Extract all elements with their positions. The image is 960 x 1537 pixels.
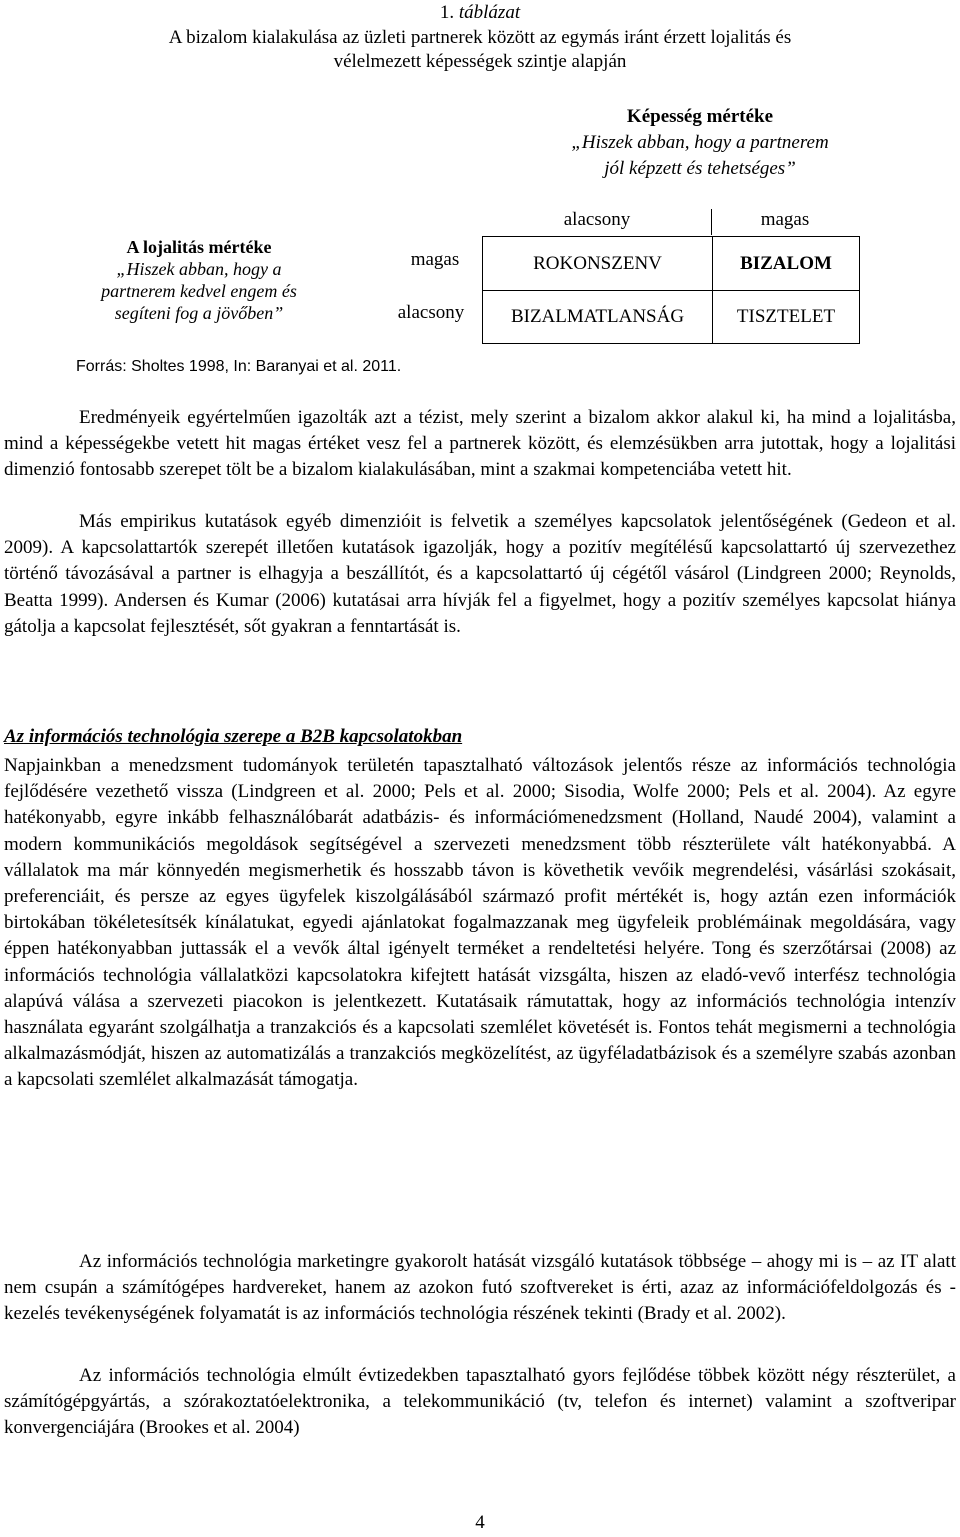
table-caption bbox=[0, 0, 960, 74]
matrix-row-high bbox=[483, 237, 859, 291]
matrix-cell-high-low: ROKONSZENV bbox=[483, 237, 713, 290]
trust-matrix bbox=[482, 236, 860, 344]
paragraph-5: Az információs technológia elmúlt évtizedekben tapasztalható gyors fejlődése többek között négy részterület, a számítógépgyártás, a szórakoztatóelektronika, a telekommunikáció (tv, telefon és internet) valamint a szoftveripar konvergenciájára (Brookes et al. 2004) bbox=[4, 1365, 956, 1439]
table-number: 1. táblázat bbox=[439, 2, 521, 23]
loyalty-sub-line1: „Hiszek abban, hogy a bbox=[116, 259, 282, 279]
ability-sub-line2: jól képzett és tehetséges” bbox=[604, 158, 796, 179]
ability-header bbox=[460, 104, 940, 182]
column-label-high: magas bbox=[760, 209, 810, 230]
matrix-cell-low-low: BIZALMATLANSÁG bbox=[483, 290, 713, 343]
table-label: táblázat bbox=[458, 2, 521, 23]
matrix-cell-low-high: TISZTELET bbox=[736, 306, 836, 327]
loyalty-sub-line2: partnerem kedvel engem és bbox=[101, 281, 297, 301]
row-label-low: alacsony bbox=[397, 302, 465, 323]
table-title-line2: vélelmezett képességek szintje alapján bbox=[333, 51, 627, 72]
matrix-row-low bbox=[483, 290, 859, 343]
ability-heading: Képesség mértéke bbox=[626, 106, 774, 127]
ability-sub-line1: „Hiszek abban, hogy a partnerem bbox=[571, 132, 829, 153]
column-label-low: alacsony bbox=[563, 209, 631, 230]
page-number: 4 bbox=[475, 1512, 485, 1533]
matrix-cell-high-high: BIZALOM bbox=[740, 253, 832, 274]
loyalty-header bbox=[30, 236, 368, 324]
loyalty-sub-line3: segíteni fog a jövőben” bbox=[114, 303, 284, 323]
paragraph-4: Az információs technológia marketingre gyakorolt hatását vizsgáló kutatások többsége – ahogy mi is – az IT alatt nem csupán a számítógépes hardvereket, hanem az azokon futó szoftvereket is érti, azaz az információfeldolgozás és -kezelés tevékenységének folyamatát is az információs technológia részének tekinti (Brady et al. 2002). bbox=[4, 1251, 956, 1325]
paragraph-1: Eredményeik egyértelműen igazolták azt a tézist, mely szerint a bizalom akkor alakul ki, ha mind a lojalitásba, mind a képességekbe vetett hit magas értéket vesz fel a partnerek között, és elemzésükben arra jutottak, hogy a lojalitási dimenzió fontosabb szerepet tölt be a bizalom kialakulásában, mint a szakmai kompetenciába vetett hit. bbox=[4, 407, 956, 481]
table-source: Forrás: Sholtes 1998, In: Baranyai et al. 2011. bbox=[76, 358, 402, 375]
table-title-line1: A bizalom kialakulása az üzleti partnerek között az egymás iránt érzett lojalitás és bbox=[168, 27, 792, 48]
paragraph-3: Napjainkban a menedzsment tudományok területén tapasztalható változások jelentős része az információs technológia fejlődésére vezethető vissza (Lindgreen et al. 2000; Pels et al. 2000; Sisodia, Wolfe 2000; Pels et al. 2004). Az egyre hatékonyabb, egyre inkább felhasználóbarát adatbázis- és információmenedzsment (Holland, Naudé 2004), valamint a modern kommunikációs megoldások segítségével a szervezeti menedzsment több részterülete vált hatékonyabbá. A vállalatok ma már könnyedén megismerhetik és hosszabb távon is követhetik vevőik megrendelési, vásárlási szokásait, preferenciáit, és persze az egyes ügyfelek kiszolgálásából származó profit mértékét is, hogy aztán ezen információk birtokában tökéletesítsék kínálatukat, egyedi ajánlatokat fogalmazzanak meg ügyfeleik problémáinak megoldására, vagy éppen hatékonyabban juttassák el a vevők által igényelt terméket a rendeltetési helyére. Tong és szerzőtársai (2008) az információs technológia vállalatközi kapcsolatokra kifejtett hatását vizsgálta, hiszen az eladó-vevő interfész technológia alapúvá válása a szervezeti piacokon is jelentkezett. Kutatásaik rámutattak, hogy az információs technológia intenzív használata egyaránt szolgálhatja a tranzakciós és a kapcsolati szemlélet követését is. Fontos tehát megismerni a technológia alkalmazásmódját, hiszen az automatizálás a tranzakciós megközelítést, az ügyféladatbázisok és a személyre szabás azonban a kapcsolati szemlélet alkalmazását támogatja. bbox=[4, 755, 956, 1091]
paragraph-2: Más empirikus kutatások egyéb dimenzióit is felvetik a személyes kapcsolatok jelentőségének (Gedeon et al. 2009). A kapcsolattartók szerepét illetően kutatások igazolják, hogy a pozitív megítélésű kapcsolattartó új szervezethez történő távozásával a partner is elhagyja a beszállítót, és a kapcsolattartó új cégétől vásárol (Lindgreen 2000; Reynolds, Beatta 1999). Andersen és Kumar (2006) kutatásai arra hívják fel a figyelmet, hogy a pozitív személyes kapcsolat hiánya gátolja a kapcsolat fejlesztését, sőt gyakran a fenntartását is. bbox=[4, 511, 956, 637]
section-heading: Az információs technológia szerepe a B2B kapcsolatokban bbox=[4, 726, 463, 747]
loyalty-heading: A lojalitás mértéke bbox=[126, 237, 272, 257]
row-label-high: magas bbox=[410, 249, 460, 270]
